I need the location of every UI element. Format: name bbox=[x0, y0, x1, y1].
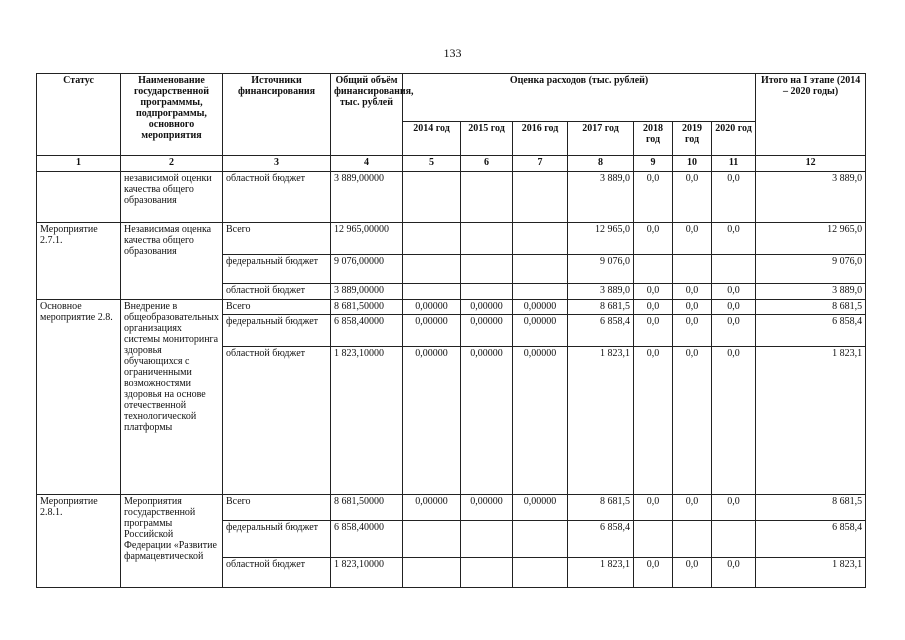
year-2017-cell: 3 889,0 bbox=[568, 284, 634, 300]
header-source: Источники финансирования bbox=[223, 74, 331, 156]
stage-total-cell: 12 965,0 bbox=[756, 223, 866, 255]
stage-total-cell: 1 823,1 bbox=[756, 558, 866, 588]
source-cell: федеральный бюджет bbox=[223, 315, 331, 347]
header-estimate: Оценка расходов (тыс. рублей) bbox=[403, 74, 756, 122]
year-2020-cell: 0,0 bbox=[712, 347, 756, 495]
header-name: Наименование государственной программмы, подпрограммы, основного мероприятия bbox=[121, 74, 223, 156]
year-2014-cell bbox=[403, 172, 461, 223]
source-cell: областной бюджет bbox=[223, 558, 331, 588]
header-year-0: 2014 год bbox=[403, 122, 461, 156]
year-2015-cell: 0,00000 bbox=[461, 300, 513, 315]
year-2017-cell: 12 965,0 bbox=[568, 223, 634, 255]
year-2016-cell bbox=[513, 223, 568, 255]
total-cell: 1 823,10000 bbox=[331, 558, 403, 588]
year-2018-cell: 0,0 bbox=[634, 284, 673, 300]
year-2018-cell: 0,0 bbox=[634, 223, 673, 255]
year-2017-cell: 6 858,4 bbox=[568, 315, 634, 347]
table-row bbox=[37, 172, 866, 223]
year-2014-cell bbox=[403, 284, 461, 300]
column-number: 11 bbox=[712, 156, 756, 172]
column-number: 3 bbox=[223, 156, 331, 172]
year-2020-cell: 0,0 bbox=[712, 223, 756, 255]
year-2016-cell bbox=[513, 172, 568, 223]
year-2017-cell: 1 823,1 bbox=[568, 558, 634, 588]
name-cell: Независимая оценка качества общего образования bbox=[121, 223, 223, 300]
source-cell: федеральный бюджет bbox=[223, 521, 331, 558]
year-2015-cell bbox=[461, 255, 513, 284]
year-2014-cell bbox=[403, 521, 461, 558]
name-cell: независимой оценки качества общего образования bbox=[121, 172, 223, 223]
stage-total-cell: 6 858,4 bbox=[756, 315, 866, 347]
column-number: 9 bbox=[634, 156, 673, 172]
year-2019-cell: 0,0 bbox=[673, 300, 712, 315]
year-2014-cell bbox=[403, 223, 461, 255]
column-number: 10 bbox=[673, 156, 712, 172]
table-row bbox=[37, 300, 866, 315]
total-cell: 1 823,10000 bbox=[331, 347, 403, 495]
year-2019-cell: 0,0 bbox=[673, 172, 712, 223]
year-2014-cell bbox=[403, 558, 461, 588]
year-2015-cell bbox=[461, 558, 513, 588]
year-2020-cell: 0,0 bbox=[712, 172, 756, 223]
year-2018-cell: 0,0 bbox=[634, 558, 673, 588]
year-2019-cell bbox=[673, 521, 712, 558]
year-2017-cell: 9 076,0 bbox=[568, 255, 634, 284]
column-number: 7 bbox=[513, 156, 568, 172]
year-2020-cell: 0,0 bbox=[712, 300, 756, 315]
status-cell: Мероприятие 2.7.1. bbox=[37, 223, 121, 300]
column-number: 8 bbox=[568, 156, 634, 172]
table-row bbox=[37, 495, 866, 521]
year-2019-cell: 0,0 bbox=[673, 315, 712, 347]
source-cell: областной бюджет bbox=[223, 284, 331, 300]
year-2018-cell: 0,0 bbox=[634, 300, 673, 315]
total-cell: 12 965,00000 bbox=[331, 223, 403, 255]
year-2018-cell: 0,0 bbox=[634, 172, 673, 223]
year-2016-cell bbox=[513, 521, 568, 558]
page-number: 133 bbox=[443, 46, 462, 60]
source-cell: Всего bbox=[223, 495, 331, 521]
source-cell: областной бюджет bbox=[223, 347, 331, 495]
header-year-1: 2015 год bbox=[461, 122, 513, 156]
source-cell: Всего bbox=[223, 300, 331, 315]
year-2014-cell: 0,00000 bbox=[403, 495, 461, 521]
header-year-4: 2018 год bbox=[634, 122, 673, 156]
stage-total-cell: 6 858,4 bbox=[756, 521, 866, 558]
year-2020-cell bbox=[712, 255, 756, 284]
total-cell: 3 889,00000 bbox=[331, 284, 403, 300]
year-2016-cell: 0,00000 bbox=[513, 315, 568, 347]
year-2020-cell bbox=[712, 521, 756, 558]
status-cell: Мероприятие 2.8.1. bbox=[37, 495, 121, 588]
year-2016-cell bbox=[513, 558, 568, 588]
year-2018-cell: 0,0 bbox=[634, 347, 673, 495]
column-number: 1 bbox=[37, 156, 121, 172]
year-2017-cell: 3 889,0 bbox=[568, 172, 634, 223]
header-year-2: 2016 год bbox=[513, 122, 568, 156]
header-stage-total: Итого на I этапе (2014 – 2020 годы) bbox=[756, 74, 866, 156]
status-cell bbox=[37, 172, 121, 223]
total-cell: 6 858,40000 bbox=[331, 315, 403, 347]
column-number: 12 bbox=[756, 156, 866, 172]
year-2019-cell bbox=[673, 255, 712, 284]
year-2018-cell: 0,0 bbox=[634, 315, 673, 347]
year-2015-cell: 0,00000 bbox=[461, 495, 513, 521]
year-2016-cell: 0,00000 bbox=[513, 347, 568, 495]
year-2019-cell: 0,0 bbox=[673, 284, 712, 300]
year-2015-cell bbox=[461, 223, 513, 255]
year-2016-cell: 0,00000 bbox=[513, 495, 568, 521]
total-cell: 6 858,40000 bbox=[331, 521, 403, 558]
year-2015-cell: 0,00000 bbox=[461, 347, 513, 495]
column-number: 6 bbox=[461, 156, 513, 172]
year-2015-cell bbox=[461, 172, 513, 223]
header-total: Общий объём финансирования, тыс. рублей bbox=[331, 74, 403, 156]
year-2020-cell: 0,0 bbox=[712, 558, 756, 588]
year-2020-cell: 0,0 bbox=[712, 315, 756, 347]
column-number: 4 bbox=[331, 156, 403, 172]
total-cell: 8 681,50000 bbox=[331, 300, 403, 315]
year-2019-cell: 0,0 bbox=[673, 558, 712, 588]
column-number: 2 bbox=[121, 156, 223, 172]
header-year-5: 2019 год bbox=[673, 122, 712, 156]
total-cell: 9 076,00000 bbox=[331, 255, 403, 284]
total-cell: 8 681,50000 bbox=[331, 495, 403, 521]
year-2017-cell: 8 681,5 bbox=[568, 300, 634, 315]
year-2018-cell bbox=[634, 521, 673, 558]
year-2016-cell bbox=[513, 255, 568, 284]
year-2019-cell: 0,0 bbox=[673, 495, 712, 521]
year-2015-cell bbox=[461, 284, 513, 300]
year-2019-cell: 0,0 bbox=[673, 347, 712, 495]
year-2017-cell: 1 823,1 bbox=[568, 347, 634, 495]
source-cell: областной бюджет bbox=[223, 172, 331, 223]
year-2014-cell: 0,00000 bbox=[403, 347, 461, 495]
stage-total-cell: 8 681,5 bbox=[756, 300, 866, 315]
year-2020-cell: 0,0 bbox=[712, 495, 756, 521]
year-2017-cell: 6 858,4 bbox=[568, 521, 634, 558]
year-2015-cell: 0,00000 bbox=[461, 315, 513, 347]
budget-table bbox=[36, 73, 866, 588]
total-cell: 3 889,00000 bbox=[331, 172, 403, 223]
table-row bbox=[37, 223, 866, 255]
year-2020-cell: 0,0 bbox=[712, 284, 756, 300]
stage-total-cell: 8 681,5 bbox=[756, 495, 866, 521]
stage-total-cell: 1 823,1 bbox=[756, 347, 866, 495]
year-2014-cell bbox=[403, 255, 461, 284]
column-number: 5 bbox=[403, 156, 461, 172]
name-cell: Мероприятия государственной программы Российской Федерации «Развитие фармацевтической bbox=[121, 495, 223, 588]
name-cell: Внедрение в общеобразовательных организациях системы мониторинга здоровья обучающихся с ограниченными возможностями здоровья на основе отечественной технологической платформы bbox=[121, 300, 223, 495]
source-cell: федеральный бюджет bbox=[223, 255, 331, 284]
year-2014-cell: 0,00000 bbox=[403, 315, 461, 347]
year-2016-cell: 0,00000 bbox=[513, 300, 568, 315]
stage-total-cell: 9 076,0 bbox=[756, 255, 866, 284]
header-year-6: 2020 год bbox=[712, 122, 756, 156]
year-2018-cell: 0,0 bbox=[634, 495, 673, 521]
year-2018-cell bbox=[634, 255, 673, 284]
year-2017-cell: 8 681,5 bbox=[568, 495, 634, 521]
stage-total-cell: 3 889,0 bbox=[756, 284, 866, 300]
header-year-3: 2017 год bbox=[568, 122, 634, 156]
year-2019-cell: 0,0 bbox=[673, 223, 712, 255]
header-status: Статус bbox=[37, 74, 121, 156]
stage-total-cell: 3 889,0 bbox=[756, 172, 866, 223]
year-2014-cell: 0,00000 bbox=[403, 300, 461, 315]
source-cell: Всего bbox=[223, 223, 331, 255]
status-cell: Основное мероприятие 2.8. bbox=[37, 300, 121, 495]
year-2015-cell bbox=[461, 521, 513, 558]
year-2016-cell bbox=[513, 284, 568, 300]
